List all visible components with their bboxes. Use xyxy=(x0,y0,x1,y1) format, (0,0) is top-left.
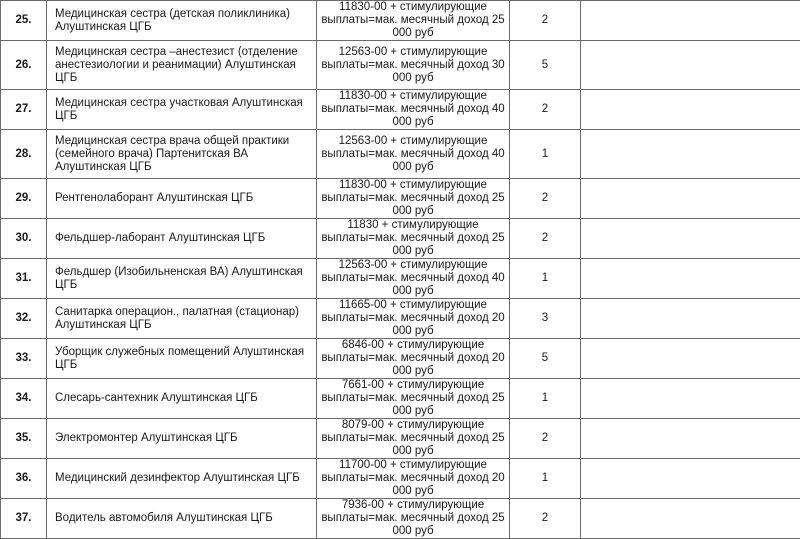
position-cell: Фельдшер-лаборант Алуштинская ЦГБ xyxy=(47,219,317,259)
table-row xyxy=(1,219,800,259)
position-cell: Медицинская сестра врача общей практики (семейного врача) Партенитская ВА Алуштинская ЦГБ xyxy=(47,130,317,179)
salary-cell: 11700-00 + стимулирующие выплаты=мак. месячный доход 20 000 руб xyxy=(317,459,510,499)
table-row xyxy=(1,179,800,219)
vacancy-count-cell: 2 xyxy=(510,179,581,219)
table-row xyxy=(1,41,800,90)
salary-cell: 11830-00 + стимулирующие выплаты=мак. месячный доход 40 000 руб xyxy=(317,90,510,130)
row-number: 26. xyxy=(1,41,47,90)
vacancy-count-cell: 3 xyxy=(510,299,581,339)
salary-cell: 12563-00 + стимулирующие выплаты=мак. месячный доход 40 000 руб xyxy=(317,259,510,299)
vacancy-count-cell: 1 xyxy=(510,379,581,419)
salary-cell: 7936-00 + стимулирующие выплаты=мак. месячный доход 25 000 руб xyxy=(317,499,510,539)
empty-cell xyxy=(581,179,800,219)
empty-cell xyxy=(581,339,800,379)
vacancy-table-body xyxy=(1,1,800,539)
position-cell: Санитарка операцион., палатная (стационар) Алуштинская ЦГБ xyxy=(47,299,317,339)
row-number: 37. xyxy=(1,499,47,539)
table-row xyxy=(1,339,800,379)
table-row xyxy=(1,499,800,539)
row-number: 29. xyxy=(1,179,47,219)
empty-cell xyxy=(581,459,800,499)
salary-cell: 7661-00 + стимулирующие выплаты=мак. месячный доход 25 000 руб xyxy=(317,379,510,419)
empty-cell xyxy=(581,130,800,179)
vacancy-count-cell: 1 xyxy=(510,130,581,179)
table-row xyxy=(1,90,800,130)
row-number: 28. xyxy=(1,130,47,179)
row-number: 30. xyxy=(1,219,47,259)
position-cell: Медицинская сестра участковая Алуштинская ЦГБ xyxy=(47,90,317,130)
empty-cell xyxy=(581,41,800,90)
vacancy-count-cell: 2 xyxy=(510,1,581,41)
table-row xyxy=(1,419,800,459)
empty-cell xyxy=(581,259,800,299)
row-number: 32. xyxy=(1,299,47,339)
vacancy-count-cell: 2 xyxy=(510,90,581,130)
empty-cell xyxy=(581,299,800,339)
vacancy-count-cell: 5 xyxy=(510,41,581,90)
position-cell: Уборщик служебных помещений Алуштинская ЦГБ xyxy=(47,339,317,379)
salary-cell: 6846-00 + стимулирующие выплаты=мак. месячный доход 20 000 руб xyxy=(317,339,510,379)
position-cell: Медицинская сестра –анестезист (отделение анестезиологии и реанимации) Алуштинская ЦГБ xyxy=(47,41,317,90)
row-number: 36. xyxy=(1,459,47,499)
salary-cell: 8079-00 + стимулирующие выплаты=мак. месячный доход 25 000 руб xyxy=(317,419,510,459)
table-row xyxy=(1,299,800,339)
vacancy-count-cell: 5 xyxy=(510,339,581,379)
position-cell: Рентгенолаборант Алуштинская ЦГБ xyxy=(47,179,317,219)
vacancy-count-cell: 1 xyxy=(510,459,581,499)
vacancy-count-cell: 2 xyxy=(510,219,581,259)
table-row xyxy=(1,379,800,419)
vacancy-count-cell: 1 xyxy=(510,259,581,299)
position-cell: Водитель автомобиля Алуштинская ЦГБ xyxy=(47,499,317,539)
salary-cell: 12563-00 + стимулирующие выплаты=мак. месячный доход 40 000 руб xyxy=(317,130,510,179)
empty-cell xyxy=(581,1,800,41)
vacancy-count-cell: 2 xyxy=(510,419,581,459)
empty-cell xyxy=(581,499,800,539)
salary-cell: 11830 + стимулирующие выплаты=мак. месячный доход 25 000 руб xyxy=(317,219,510,259)
salary-cell: 11830-00 + стимулирующие выплаты=мак. месячный доход 25 000 руб xyxy=(317,179,510,219)
vacancy-count-cell: 2 xyxy=(510,499,581,539)
empty-cell xyxy=(581,219,800,259)
empty-cell xyxy=(581,419,800,459)
position-cell: Медицинская сестра (детская поликлиника) Алуштинская ЦГБ xyxy=(47,1,317,41)
row-number: 25. xyxy=(1,1,47,41)
salary-cell: 11830-00 + стимулирующие выплаты=мак. месячный доход 25 000 руб xyxy=(317,1,510,41)
table-row xyxy=(1,130,800,179)
row-number: 33. xyxy=(1,339,47,379)
table-row xyxy=(1,1,800,41)
salary-cell: 12563-00 + стимулирующие выплаты=мак. месячный доход 30 000 руб xyxy=(317,41,510,90)
row-number: 27. xyxy=(1,90,47,130)
position-cell: Фельдшер (Изобильненская ВА) Алуштинская ЦГБ xyxy=(47,259,317,299)
table-row xyxy=(1,259,800,299)
position-cell: Медицинский дезинфектор Алуштинская ЦГБ xyxy=(47,459,317,499)
position-cell: Электромонтер Алуштинская ЦГБ xyxy=(47,419,317,459)
row-number: 31. xyxy=(1,259,47,299)
row-number: 34. xyxy=(1,379,47,419)
position-cell: Слесарь-сантехник Алуштинская ЦГБ xyxy=(47,379,317,419)
row-number: 35. xyxy=(1,419,47,459)
table-row xyxy=(1,459,800,499)
salary-cell: 11665-00 + стимулирующие выплаты=мак. месячный доход 20 000 руб xyxy=(317,299,510,339)
empty-cell xyxy=(581,90,800,130)
empty-cell xyxy=(581,379,800,419)
